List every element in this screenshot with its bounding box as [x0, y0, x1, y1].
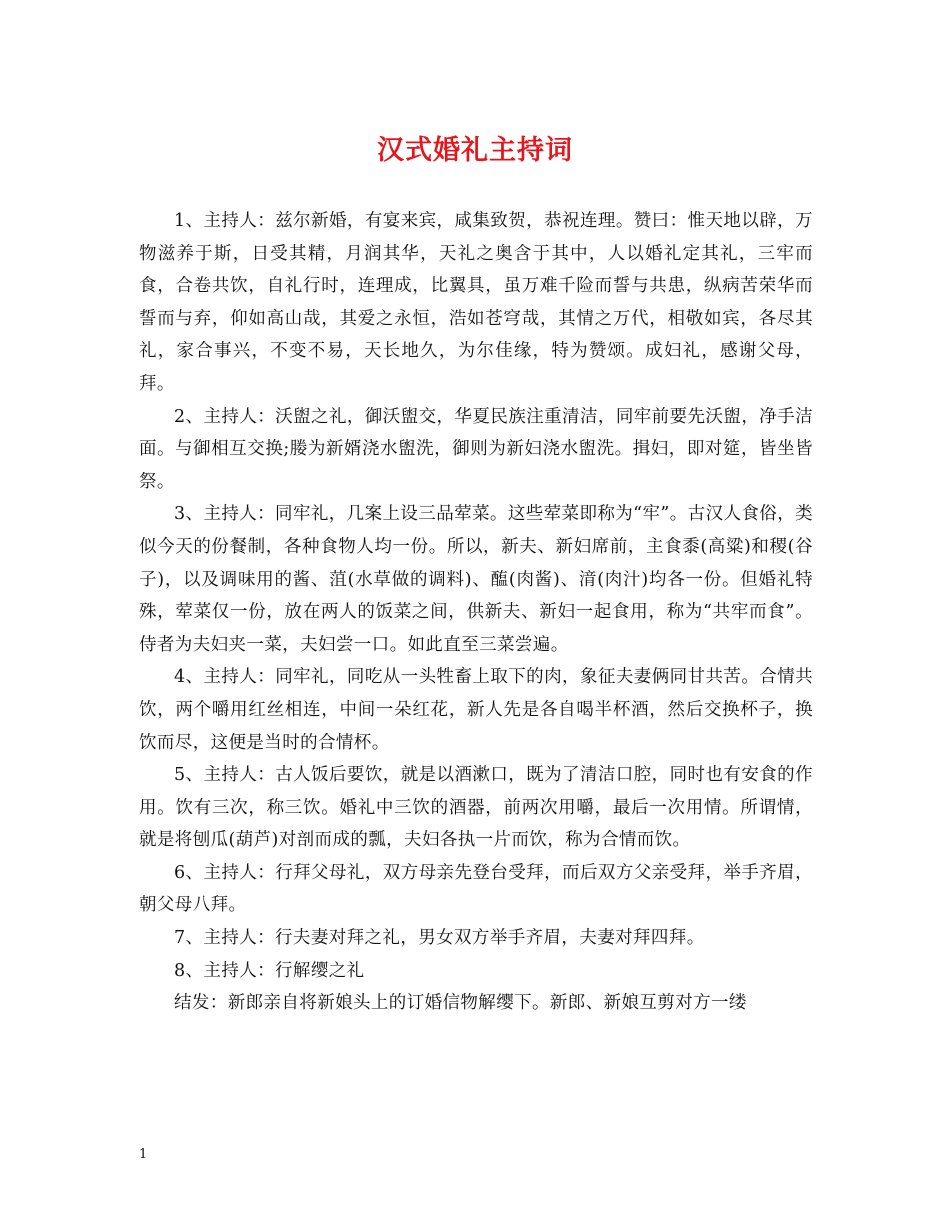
- document-body: [139, 205, 813, 1020]
- page-number: 1: [139, 1147, 148, 1162]
- paragraph-6: 6、主持人：行拜父母礼，双方母亲先登台受拜，而后双方父亲受拜，举手齐眉，朝父母八拜。: [139, 862, 813, 916]
- paragraph-8: 8、主持人：行解缨之礼: [174, 960, 365, 981]
- paragraph-1: 1、主持人：兹尔新婚，有宴来宾，咸集致贺，恭祝连理。赞曰：惟天地以辟，万物滋养于斯，日受其精，月润其华，天礼之奥含于其中，人以婚礼定其礼，三牢而食，合卷共饮，自礼行时，连理成，比翼具，虽万难千险而誓与共患，纵病苦荣华而誓而与弃，仰如高山哉，其爱之永恒，浩如苍穹哉，其情之万代，相敬如宾，各尽其礼，家合事兴，不变不易，天长地久，为尔佳缘，特为赞颂。成妇礼，感谢父母，拜。: [139, 211, 813, 394]
- paragraph-4: 4、主持人：同牢礼，同吃从一头牲畜上取下的肉，象征夫妻俩同甘共苦。合情共饮，两个嚼用红丝相连，中间一朵红花，新人先是各自喝半杯酒，然后交换杯子，换饮而尽，这便是当时的合情杯。: [139, 667, 813, 753]
- paragraph-9: 结发：新郎亲自将新娘头上的订婚信物解缨下。新郎、新娘互剪对方一缕: [174, 993, 747, 1014]
- paragraph-5: 5、主持人：古人饭后要饮，就是以酒漱口，既为了清洁口腔，同时也有安食的作用。饮有三次，称三饮。婚礼中三饮的酒器，前两次用嚼，最后一次用情。所谓情，就是将刨瓜(葫芦)对剖而成的瓢，夫妇各执一片而饮，称为合情而饮。: [139, 765, 813, 851]
- document-title: 汉式婚礼主持词: [377, 135, 573, 166]
- paragraph-7: 7、主持人：行夫妻对拜之礼，男女双方举手齐眉，夫妻对拜四拜。: [174, 928, 705, 949]
- paragraph-2: 2、主持人：沃盥之礼，御沃盥交，华夏民族注重清洁，同牢前要先沃盥，净手洁面。与御相互交换;媵为新婿浇水盥洗，御则为新妇浇水盥洗。揖妇，即对筵，皆坐皆祭。: [139, 406, 813, 492]
- paragraph-3: 3、主持人：同牢礼，几案上设三品荤菜。这些荤菜即称为“牢”。古汉人食俗，类似今天的份餐制，各种食物人均一份。所以，新夫、新妇席前，主食黍(高粱)和稷(谷子)，以及调味用的酱、菹(水草做的调料)、醢(肉酱)、湇(肉汁)均各一份。但婚礼特殊，荤菜仅一份，放在两人的饭菜之间，供新夫、新妇一起食用，称为“共牢而食”。侍者为夫妇夹一菜，夫妇尝一口。如此直至三菜尝遍。: [139, 504, 813, 655]
